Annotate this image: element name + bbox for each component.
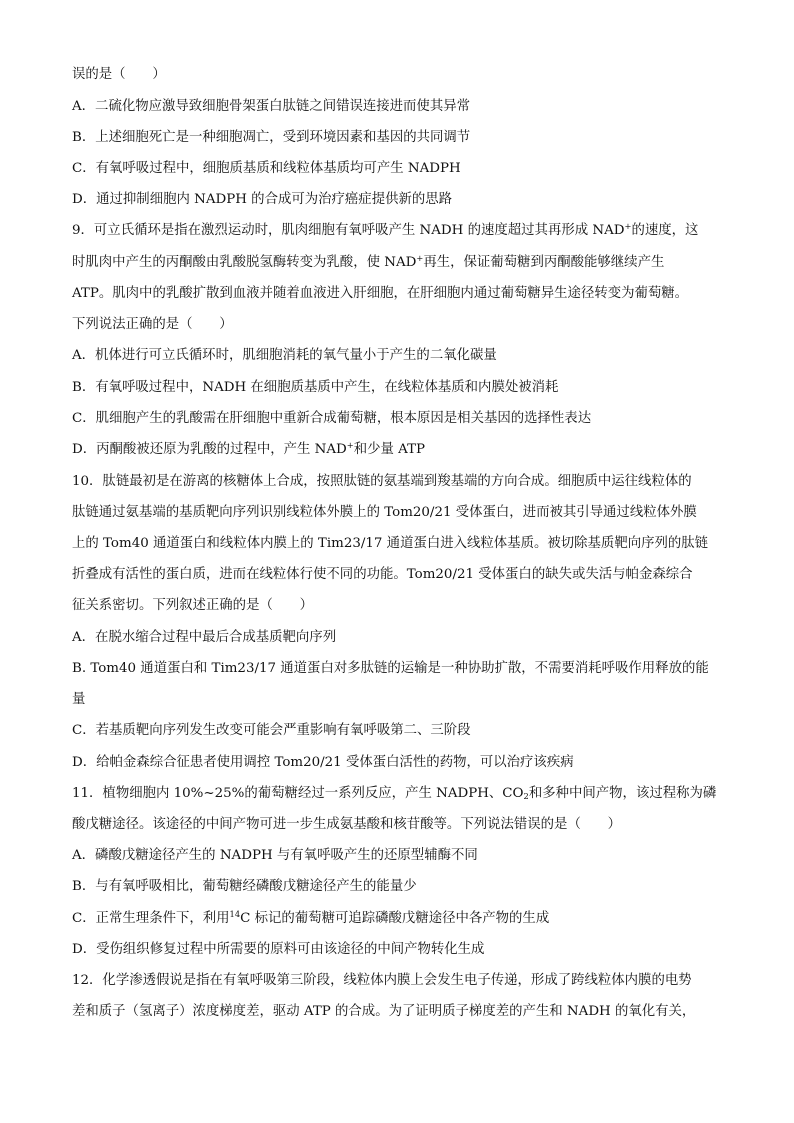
q8-stem-tail: 误的是（ ）: [72, 67, 166, 82]
q11-stem-line-1: 11．植物细胞内 10%~25%的葡萄糖经过一系列反应，产生 NADPH、$CO_2$和多种中间产物，该过程称为磷: [72, 786, 717, 802]
q10-stem-line-5: 征关系密切。下列叙述正确的是（ ）: [72, 598, 314, 613]
q8-option-a: A．二硫化物应激导致细胞骨架蛋白肽链之间错误连接进而使其异常: [72, 99, 470, 114]
q8-option-b: B．上述细胞死亡是一种细胞凋亡，受到环境因素和基因的共同调节: [72, 130, 471, 145]
q10-stem-line-1: 10．肽链最初是在游离的核糖体上合成，按照肽链的氨基端到羧基端的方向合成。细胞质中运往线粒体的: [72, 474, 692, 489]
q8-option-c: C．有氧呼吸过程中，细胞质基质和线粒体基质均可产生 NADPH: [72, 161, 461, 176]
q11-option-c: C．正常生理条件下，利用$^{14}$C 标记的葡萄糖可追踪磷酸戊糖途径中各产物的生成: [72, 908, 550, 926]
q11-option-a: A．磷酸戊糖途径产生的 NADPH 与有氧呼吸产生的还原型辅酶不同: [72, 848, 478, 863]
q10-stem-line-3: 上的 Tom40 通道蛋白和线粒体内膜上的 Tim23/17 通道蛋白进入线粒体基质。被切除基质靶向序列的肽链: [72, 536, 709, 551]
q8-option-d: D．通过抑制细胞内 NADPH 的合成可为治疗癌症提供新的思路: [72, 192, 453, 207]
q9-stem-line-4: 下列说法正确的是（ ）: [72, 317, 233, 332]
q9-option-a: A．机体进行可立氏循环时，肌细胞消耗的氧气量小于产生的二氧化碳量: [72, 348, 497, 363]
q9-stem-line-2: 时肌肉中产生的丙酮酸由乳酸脱氢酶转变为乳酸，使 NAD+再生，保证葡萄糖到丙酮酸能够继续产生: [72, 252, 665, 270]
q12-stem-line-1: 12．化学渗透假说是指在有氧呼吸第三阶段，线粒体内膜上会发生电子传递，形成了跨线粒体内膜的电势: [72, 973, 692, 988]
q10-option-b-cont: 量: [72, 692, 86, 707]
q10-option-b: B. Tom40 通道蛋白和 Tim23/17 通道蛋白对多肽链的运输是一种协助扩散，不需要消耗呼吸作用释放的能: [72, 661, 709, 676]
q9-stem-line-1: 9．可立氏循环是指在激烈运动时，肌肉细胞有氧呼吸产生 NADH 的速度超过其再形成 NAD+的速度，这: [72, 220, 699, 238]
q11-option-b: B．与有氧呼吸相比，葡萄糖经磷酸戊糖途径产生的能量少: [72, 879, 417, 894]
q10-option-a: A．在脱水缩合过程中最后合成基质靶向序列: [72, 630, 337, 645]
q10-stem-line-4: 折叠成有活性的蛋白质，进而在线粒体行使不同的功能。Tom20/21 受体蛋白的缺失或失活与帕金森综合: [72, 567, 693, 582]
q9-stem-line-3: ATP。肌肉中的乳酸扩散到血液并随着血液进入肝细胞，在肝细胞内通过葡萄糖异生途径转变为葡萄糖。: [72, 286, 689, 301]
q11-option-d: D．受伤组织修复过程中所需要的原料可由该途径的中间产物转化生成: [72, 942, 485, 957]
q10-option-d: D．给帕金森综合征患者使用调控 Tom20/21 受体蛋白活性的药物，可以治疗该疾病: [72, 755, 574, 770]
q10-stem-line-2: 肽链通过氨基端的基质靶向序列识别线粒体外膜上的 Tom20/21 受体蛋白，进而被其引导通过线粒体外膜: [72, 505, 697, 520]
q10-option-c: C．若基质靶向序列发生改变可能会严重影响有氧呼吸第二、三阶段: [72, 723, 471, 738]
q9-option-c: C．肌细胞产生的乳酸需在肝细胞中重新合成葡萄糖，根本原因是相关基因的选择性表达: [72, 411, 592, 426]
q11-stem-line-2: 酸戊糖途径。该途径的中间产物可进一步生成氨基酸和核苷酸等。下列说法错误的是（ ）: [72, 817, 622, 832]
q12-stem-line-2: 差和质子（氢离子）浓度梯度差，驱动 ATP 的合成。为了证明质子梯度差的产生和 NADH 的氧化有关，: [72, 1004, 696, 1019]
q9-option-d: D．丙酮酸被还原为乳酸的过程中，产生 NAD+和少量 ATP: [72, 439, 426, 457]
q9-option-b: B．有氧呼吸过程中，NADH 在细胞质基质中产生，在线粒体基质和内膜处被消耗: [72, 380, 559, 395]
